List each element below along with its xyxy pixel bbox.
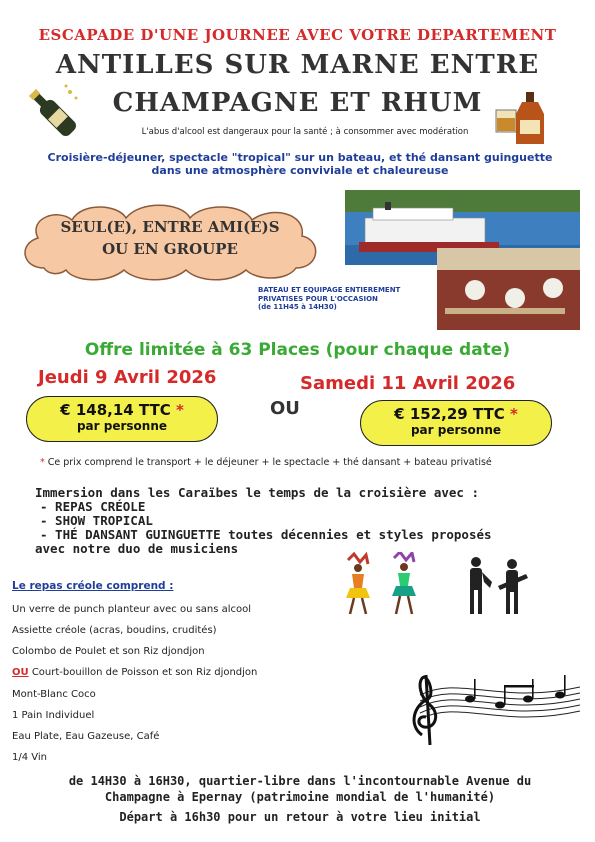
description-line-1: Croisière-déjeuner, spectacle "tropical" sur un bateau, et thé dansant guinguette <box>47 151 553 164</box>
immersion-item: - REPAS CRÉOLE <box>40 499 146 514</box>
music-notes-icon <box>400 665 585 750</box>
footer-line-2: Champagne à Epernay (patrimoine mondial de l'humanité) <box>104 790 496 804</box>
price-badge-second <box>360 400 552 446</box>
menu-item: 1/4 Vin <box>12 752 48 763</box>
price-second-row <box>361 405 551 423</box>
footer-line-1: de 14H30 à 16H30, quartier-libre dans l'incontournable Avenue du <box>68 774 532 788</box>
price-first-star: * <box>175 401 184 419</box>
immersion-item: - SHOW TROPICAL <box>40 513 153 528</box>
menu-title: Le repas créole comprend : <box>12 580 174 592</box>
boat-caption-line-3: (de 11H45 à 14H30) <box>258 303 337 311</box>
menu-item: Assiette créole (acras, boudins, crudités) <box>12 625 217 636</box>
limited-offer: Offre limitée à 63 Places (pour chaque date) <box>84 340 511 360</box>
price-badge-first <box>26 396 218 442</box>
menu-item: Un verre de punch planteur avec ou sans alcool <box>12 604 252 615</box>
cloud-line-1: SEUL(E), ENTRE AMI(E)S <box>60 218 280 236</box>
date-first: Jeudi 9 Avril 2026 <box>38 367 217 388</box>
boat-caption <box>258 286 438 312</box>
dancers-icon <box>340 552 432 618</box>
per-person-first: par personne <box>76 419 168 433</box>
rum-bottle-icon <box>494 90 564 148</box>
boat-caption-line-2: PRIVATISES POUR L'OCCASION <box>258 294 378 303</box>
menu-item: 1 Pain Individuel <box>12 710 95 721</box>
header-top: ESCAPADE D'UNE JOURNEE AVEC VOTRE DEPARTEMENT <box>38 26 557 44</box>
musicians-icon <box>460 556 538 616</box>
title-line-2: CHAMPAGNE ET RHUM <box>112 88 483 118</box>
price-first: € 148,14 TTC <box>60 401 171 419</box>
menu-item: Colombo de Poulet et son Riz djondjon <box>12 646 205 657</box>
alcohol-warning: L'abus d'alcool est dangeraux pour la santé ; à consommer avec modération <box>141 127 469 137</box>
menu-item-alt-text: Court-bouillon de Poisson et son Riz djondjon <box>31 667 258 678</box>
boat-caption-line-1: BATEAU ET EQUIPAGE ENTIEREMENT <box>258 286 401 294</box>
menu-item: Eau Plate, Eau Gazeuse, Café <box>12 731 160 742</box>
immersion-tail: avec notre duo de musiciens <box>35 541 239 556</box>
immersion-intro: Immersion dans les Caraïbes le temps de la croisière avec : <box>35 485 480 500</box>
cloud-line-2: OU EN GROUPE <box>102 240 238 258</box>
note-text: Ce prix comprend le transport + le déjeuner + le spectacle + thé dansant + bateau privatisé <box>47 457 492 468</box>
immersion-block <box>35 486 492 556</box>
per-person-second: par personne <box>410 423 502 437</box>
cruise-description <box>20 151 580 177</box>
cloud-text <box>30 216 310 260</box>
menu-or-label: OU <box>12 667 29 678</box>
date-second: Samedi 11 Avril 2026 <box>300 373 516 394</box>
immersion-item: - THÉ DANSANT GUINGUETTE toutes décennies et styles proposés <box>40 527 492 542</box>
description-line-2: dans une atmosphère conviviale et chaleureuse <box>151 164 449 177</box>
price-first-row <box>27 401 217 419</box>
note-asterisk: * <box>40 457 45 468</box>
price-second: € 152,29 TTC <box>394 405 505 423</box>
menu-item: Mont-Blanc Coco <box>12 689 96 700</box>
price-second-star: * <box>509 405 518 423</box>
title-line-1: ANTILLES SUR MARNE ENTRE <box>55 50 540 80</box>
footer-line-3: Départ à 16h30 pour un retour à votre lieu initial <box>119 810 481 824</box>
or-separator: OU <box>270 398 300 419</box>
price-note <box>40 457 492 468</box>
menu-item-alt <box>12 667 257 678</box>
